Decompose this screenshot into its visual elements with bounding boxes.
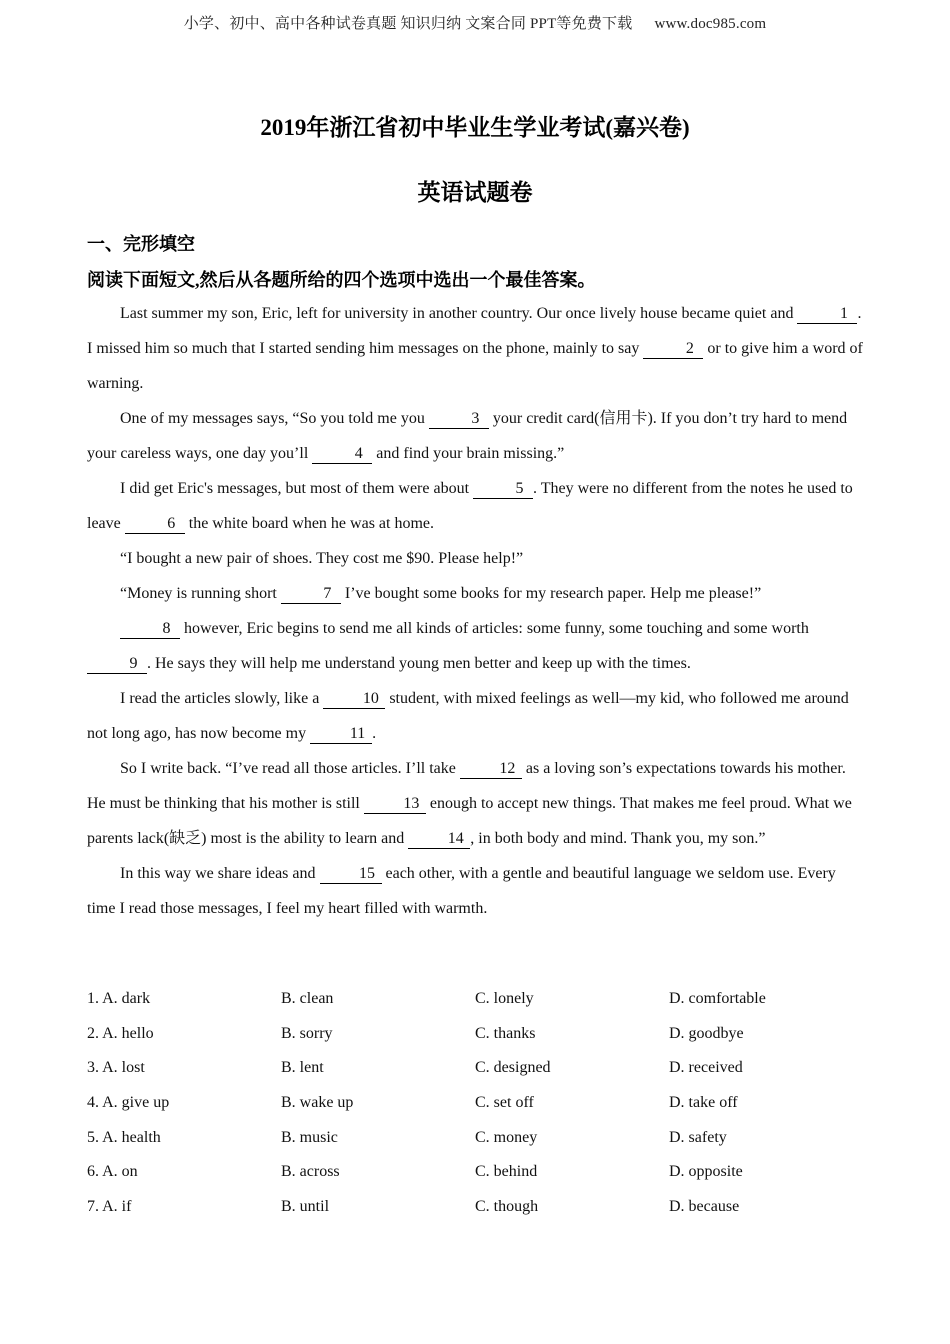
option-row [87,1086,867,1121]
option-row [87,1155,867,1190]
blank-3: 3 [429,410,489,429]
blank-9: 9 [87,655,147,674]
passage-paragraph: “I bought a new pair of shoes. They cost me $90. Please help!” [120,550,524,567]
passage-paragraph: I read the articles slowly, like a 10 student, with mixed feelings as well—my kid, who followed me around not long ago, has now become my 11 . [87,690,849,742]
passage-paragraph: One of my messages says, “So you told me you 3 your credit card(信用卡). If you don’t try hard to mend your careless ways, one day you’ll 4 and find your brain missing.” [87,410,848,462]
option-d: D. take off [669,1094,738,1112]
blank-7: 7 [281,585,341,604]
option-a: 1. A. dark [87,990,151,1008]
blank-13: 13 [364,795,426,814]
option-b: B. lent [281,1059,324,1077]
blank-1: 1 [797,305,857,324]
option-a: 5. A. health [87,1128,161,1146]
option-d: D. safety [669,1128,727,1146]
blank-15: 15 [320,865,382,884]
option-b: B. music [281,1128,338,1146]
answer-options [87,982,867,1224]
page-header [0,12,950,33]
option-c: C. set off [475,1094,534,1112]
blank-10: 10 [323,690,385,709]
blank-5: 5 [473,480,533,499]
blank-12: 12 [460,760,522,779]
option-c: C. designed [475,1059,551,1077]
header-site-link[interactable]: www.doc985.com [654,16,767,32]
option-a: 6. A. on [87,1163,138,1181]
passage-paragraph: I did get Eric's messages, but most of them were about 5 . They were no different from the notes he used to leave 6 the white board when he was at home. [87,480,853,532]
blank-11: 11 [310,725,372,744]
option-a: 2. A. hello [87,1024,154,1042]
section-heading: 一、完形填空 [87,234,195,254]
option-b: B. clean [281,990,334,1008]
passage-paragraph: So I write back. “I’ve read all those articles. I’ll take 12 as a loving son’s expectations towards his mother. He must be thinking that his mother is still 13 enough to accept new things. That makes me feel proud. What we parents lack(缺乏) most is the ability to learn and 14 , in both body and mind. Thank you, my son.” [87,760,852,847]
passage-paragraph: Last summer my son, Eric, left for university in another country. Our once lively house became quiet and 1 . I missed him so much that I started sending him messages on the phone, mainly to say 2 or to give him a word of warning. [87,305,863,392]
exam-title: 2019年浙江省初中毕业生学业考试(嘉兴卷) [260,115,690,140]
option-b: B. wake up [281,1094,354,1112]
option-a: 4. A. give up [87,1094,170,1112]
option-d: D. comfortable [669,990,766,1008]
cloze-passage [87,296,867,926]
passage-paragraph: 8 however, Eric begins to send me all kinds of articles: some funny, some touching and some worth 9 . He says they will help me understand young men better and keep up with the times. [87,611,867,681]
section-instruction: 阅读下面短文,然后从各题所给的四个选项中选出一个最佳答案。 [87,270,596,290]
blank-14: 14 [408,830,470,849]
option-b: B. across [281,1163,340,1181]
option-b: B. sorry [281,1024,333,1042]
option-row [87,982,867,1017]
passage-paragraph: In this way we share ideas and 15 each other, with a gentle and beautiful language we seldom use. Every time I read those messages, I feel my heart filled with warmth. [87,865,836,917]
option-c: C. though [475,1197,539,1215]
header-text: 小学、初中、高中各种试卷真题 知识归纳 文案合同 PPT等免费下载 [183,16,633,32]
option-c: C. money [475,1128,538,1146]
option-a: 7. A. if [87,1197,132,1215]
option-d: D. received [669,1059,743,1077]
blank-4: 4 [312,445,372,464]
option-a: 3. A. lost [87,1059,145,1077]
option-b: B. until [281,1197,330,1215]
option-row [87,1017,867,1052]
option-d: D. opposite [669,1163,743,1181]
option-row [87,1051,867,1086]
option-row [87,1190,867,1225]
passage-paragraph: “Money is running short 7 I’ve bought some books for my research paper. Help me please!” [120,585,762,602]
option-c: C. thanks [475,1024,536,1042]
option-c: C. lonely [475,990,534,1008]
option-d: D. goodbye [669,1024,744,1042]
option-c: C. behind [475,1163,538,1181]
option-d: D. because [669,1197,740,1215]
blank-8: 8 [120,620,180,639]
exam-subtitle: 英语试题卷 [417,180,533,205]
option-row [87,1120,867,1155]
blank-2: 2 [643,340,703,359]
blank-6: 6 [125,515,185,534]
